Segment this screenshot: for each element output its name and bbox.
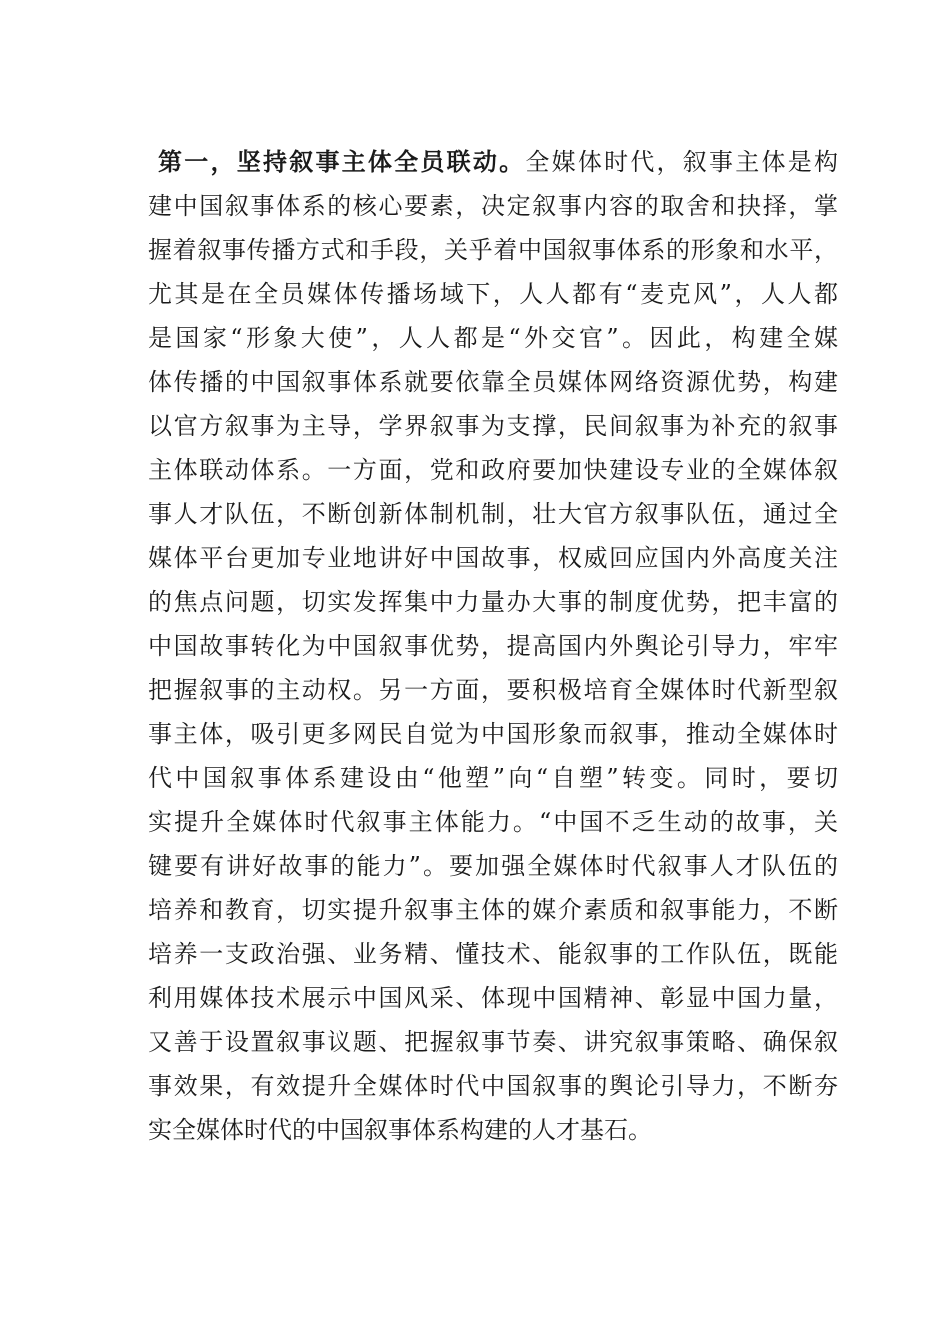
paragraph-line-23: 实全媒体时代的中国叙事体系构建的人才基石。 xyxy=(148,1116,652,1144)
paragraph-line-6: 体传播的中国叙事体系就要依靠全员媒体网络资源优势，构建 xyxy=(148,368,838,396)
paragraph-line-text: 全媒体时代，叙事主体是构 xyxy=(525,148,838,176)
paragraph-line-10: 媒体平台更加专业地讲好中国故事，权威回应国内外高度关注 xyxy=(148,544,838,572)
paragraph-line-1 xyxy=(148,140,838,184)
paragraph-line-12: 中国故事转化为中国叙事优势，提高国内外舆论引导力，牢牢 xyxy=(148,632,838,660)
paragraph-line-3: 握着叙事传播方式和手段，关乎着中国叙事体系的形象和水平， xyxy=(148,236,838,264)
paragraph-line-14: 事主体，吸引更多网民自觉为中国形象而叙事，推动全媒体时 xyxy=(148,720,838,748)
paragraph-line-18: 培养和教育，切实提升叙事主体的媒介素质和叙事能力，不断 xyxy=(148,896,838,924)
paragraph-line-17: 键要有讲好故事的能力”。要加强全媒体时代叙事人才队伍的 xyxy=(148,852,838,880)
paragraph-line-22: 事效果，有效提升全媒体时代中国叙事的舆论引导力，不断夯 xyxy=(148,1072,838,1100)
paragraph-line-4: 尤其是在全员媒体传播场域下，人人都有“麦克风”，人人都 xyxy=(148,280,838,308)
paragraph-line-16: 实提升全媒体时代叙事主体能力。“中国不乏生动的故事，关 xyxy=(148,808,838,836)
paragraph-line-2: 建中国叙事体系的核心要素，决定叙事内容的取舍和抉择，掌 xyxy=(148,192,838,220)
paragraph-line-15: 代中国叙事体系建设由“他塑”向“自塑”转变。同时，要切 xyxy=(148,764,838,792)
paragraph-lead-heading: 第一，坚持叙事主体全员联动。 xyxy=(158,147,526,176)
paragraph-line-19: 培养一支政治强、业务精、懂技术、能叙事的工作队伍，既能 xyxy=(148,940,838,968)
paragraph-line-9: 事人才队伍，不断创新体制机制，壮大官方叙事队伍，通过全 xyxy=(148,500,838,528)
body-paragraph xyxy=(148,140,838,1152)
paragraph-line-11: 的焦点问题，切实发挥集中力量办大事的制度优势，把丰富的 xyxy=(148,588,838,616)
paragraph-line-21: 又善于设置叙事议题、把握叙事节奏、讲究叙事策略、确保叙 xyxy=(148,1028,838,1056)
paragraph-line-20: 利用媒体技术展示中国风采、体现中国精神、彰显中国力量， xyxy=(148,984,838,1012)
paragraph-line-7: 以官方叙事为主导，学界叙事为支撑，民间叙事为补充的叙事 xyxy=(148,412,838,440)
paragraph-line-8: 主体联动体系。一方面，党和政府要加快建设专业的全媒体叙 xyxy=(148,456,838,484)
paragraph-line-5: 是国家“形象大使”，人人都是“外交官”。因此，构建全媒 xyxy=(148,324,838,352)
paragraph-line-13: 把握叙事的主动权。另一方面，要积极培育全媒体时代新型叙 xyxy=(148,676,838,704)
